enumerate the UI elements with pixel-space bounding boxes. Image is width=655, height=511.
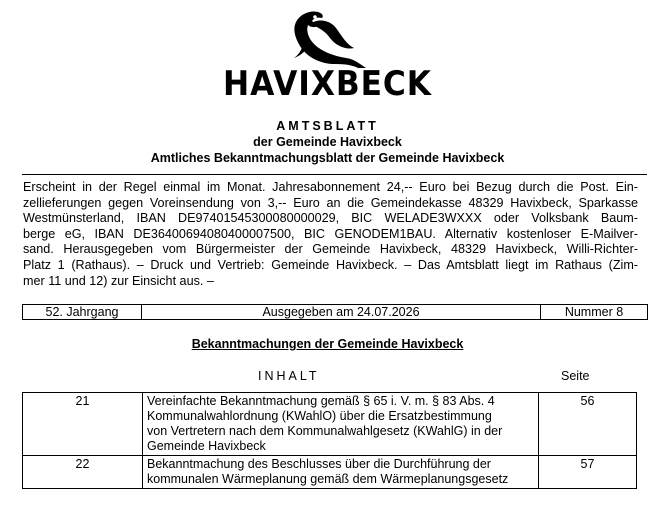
toc-line: Kommunalwahlordnung (KWahlO) über die Ersatzbestimmung <box>147 409 492 423</box>
toc-line: Vereinfachte Bekanntmachung gemäß § 65 i. V. m. § 83 Abs. 4 <box>147 394 495 408</box>
section-title: Bekanntmachungen der Gemeinde Havixbeck <box>191 337 464 351</box>
toc-line: Gemeinde Havixbeck <box>147 439 266 453</box>
toc-number: 21 <box>23 393 143 456</box>
masthead-logo <box>0 0 655 104</box>
toc-entry-text <box>143 456 539 489</box>
info-line: Westmünsterland, IBAN DE97401545300080000029, BIC WELADE3WXXX oder Volksbank Baum- <box>23 211 638 226</box>
publication-info <box>23 180 638 289</box>
bird-of-prey-icon <box>284 8 368 70</box>
info-line: Platz 1 (Rathaus). – Druck und Vertrieb: Gemeinde Havixbeck. – Das Amtsblatt liegt im Rathaus (Zim- <box>23 257 638 272</box>
table-of-contents <box>22 392 637 489</box>
subtitle: der Gemeinde Havixbeck <box>253 135 402 149</box>
issue-number: Nummer 8 <box>541 305 648 320</box>
toc-page: 57 <box>539 456 637 489</box>
ausgegeben-date: Ausgegeben am 24.07.2026 <box>142 305 541 320</box>
jahrgang: 52. Jahrgang <box>23 305 142 320</box>
toc-header-seite: Seite <box>561 369 590 383</box>
toc-entry-text <box>143 393 539 456</box>
info-line: Erscheint in der Regel einmal im Monat. Jahresabonnement 24,-- Euro bei Bezug durch die Post. Ein- <box>23 180 638 194</box>
header-divider <box>22 174 647 175</box>
masthead-header <box>0 118 655 166</box>
toc-number: 22 <box>23 456 143 489</box>
table-row <box>23 456 637 489</box>
toc-header-inhalt: INHALT <box>258 369 320 383</box>
toc-line: Bekanntmachung des Beschlusses über die Durchführung der <box>147 457 491 471</box>
amtsblatt-title: AMTSBLATT <box>276 119 379 133</box>
info-line: mer 11 und 12) zur Einsicht aus. – <box>23 273 214 288</box>
issue-meta-table <box>22 304 648 320</box>
toc-page: 56 <box>539 393 637 456</box>
info-line: sand. Herausgegeben vom Bürgermeister der Gemeinde Havixbeck, 48329 Havixbeck, Willi-Richter- <box>23 242 638 257</box>
toc-line: von Vertretern nach dem Kommunalwahlgesetz (KWahlG) in der <box>147 424 503 438</box>
info-line: zellieferungen gegen Voreinsendung von 3,-- Euro an die Gemeindekasse 48329 Havixbeck, Sparkasse <box>23 195 638 210</box>
toc-line: kommunalen Wärmeplanung gemäß dem Wärmeplanungsgesetz <box>147 472 509 486</box>
table-row <box>23 393 637 456</box>
subtitle-full: Amtliches Bekanntmachungsblatt der Gemeinde Havixbeck <box>150 151 505 165</box>
wordmark: HAVIXBECK <box>223 64 432 104</box>
info-line: berge eG, IBAN DE36400694080400007500, BIC GENODEM1BAU. Alternativ kostenloser E-Mailver- <box>23 226 638 241</box>
